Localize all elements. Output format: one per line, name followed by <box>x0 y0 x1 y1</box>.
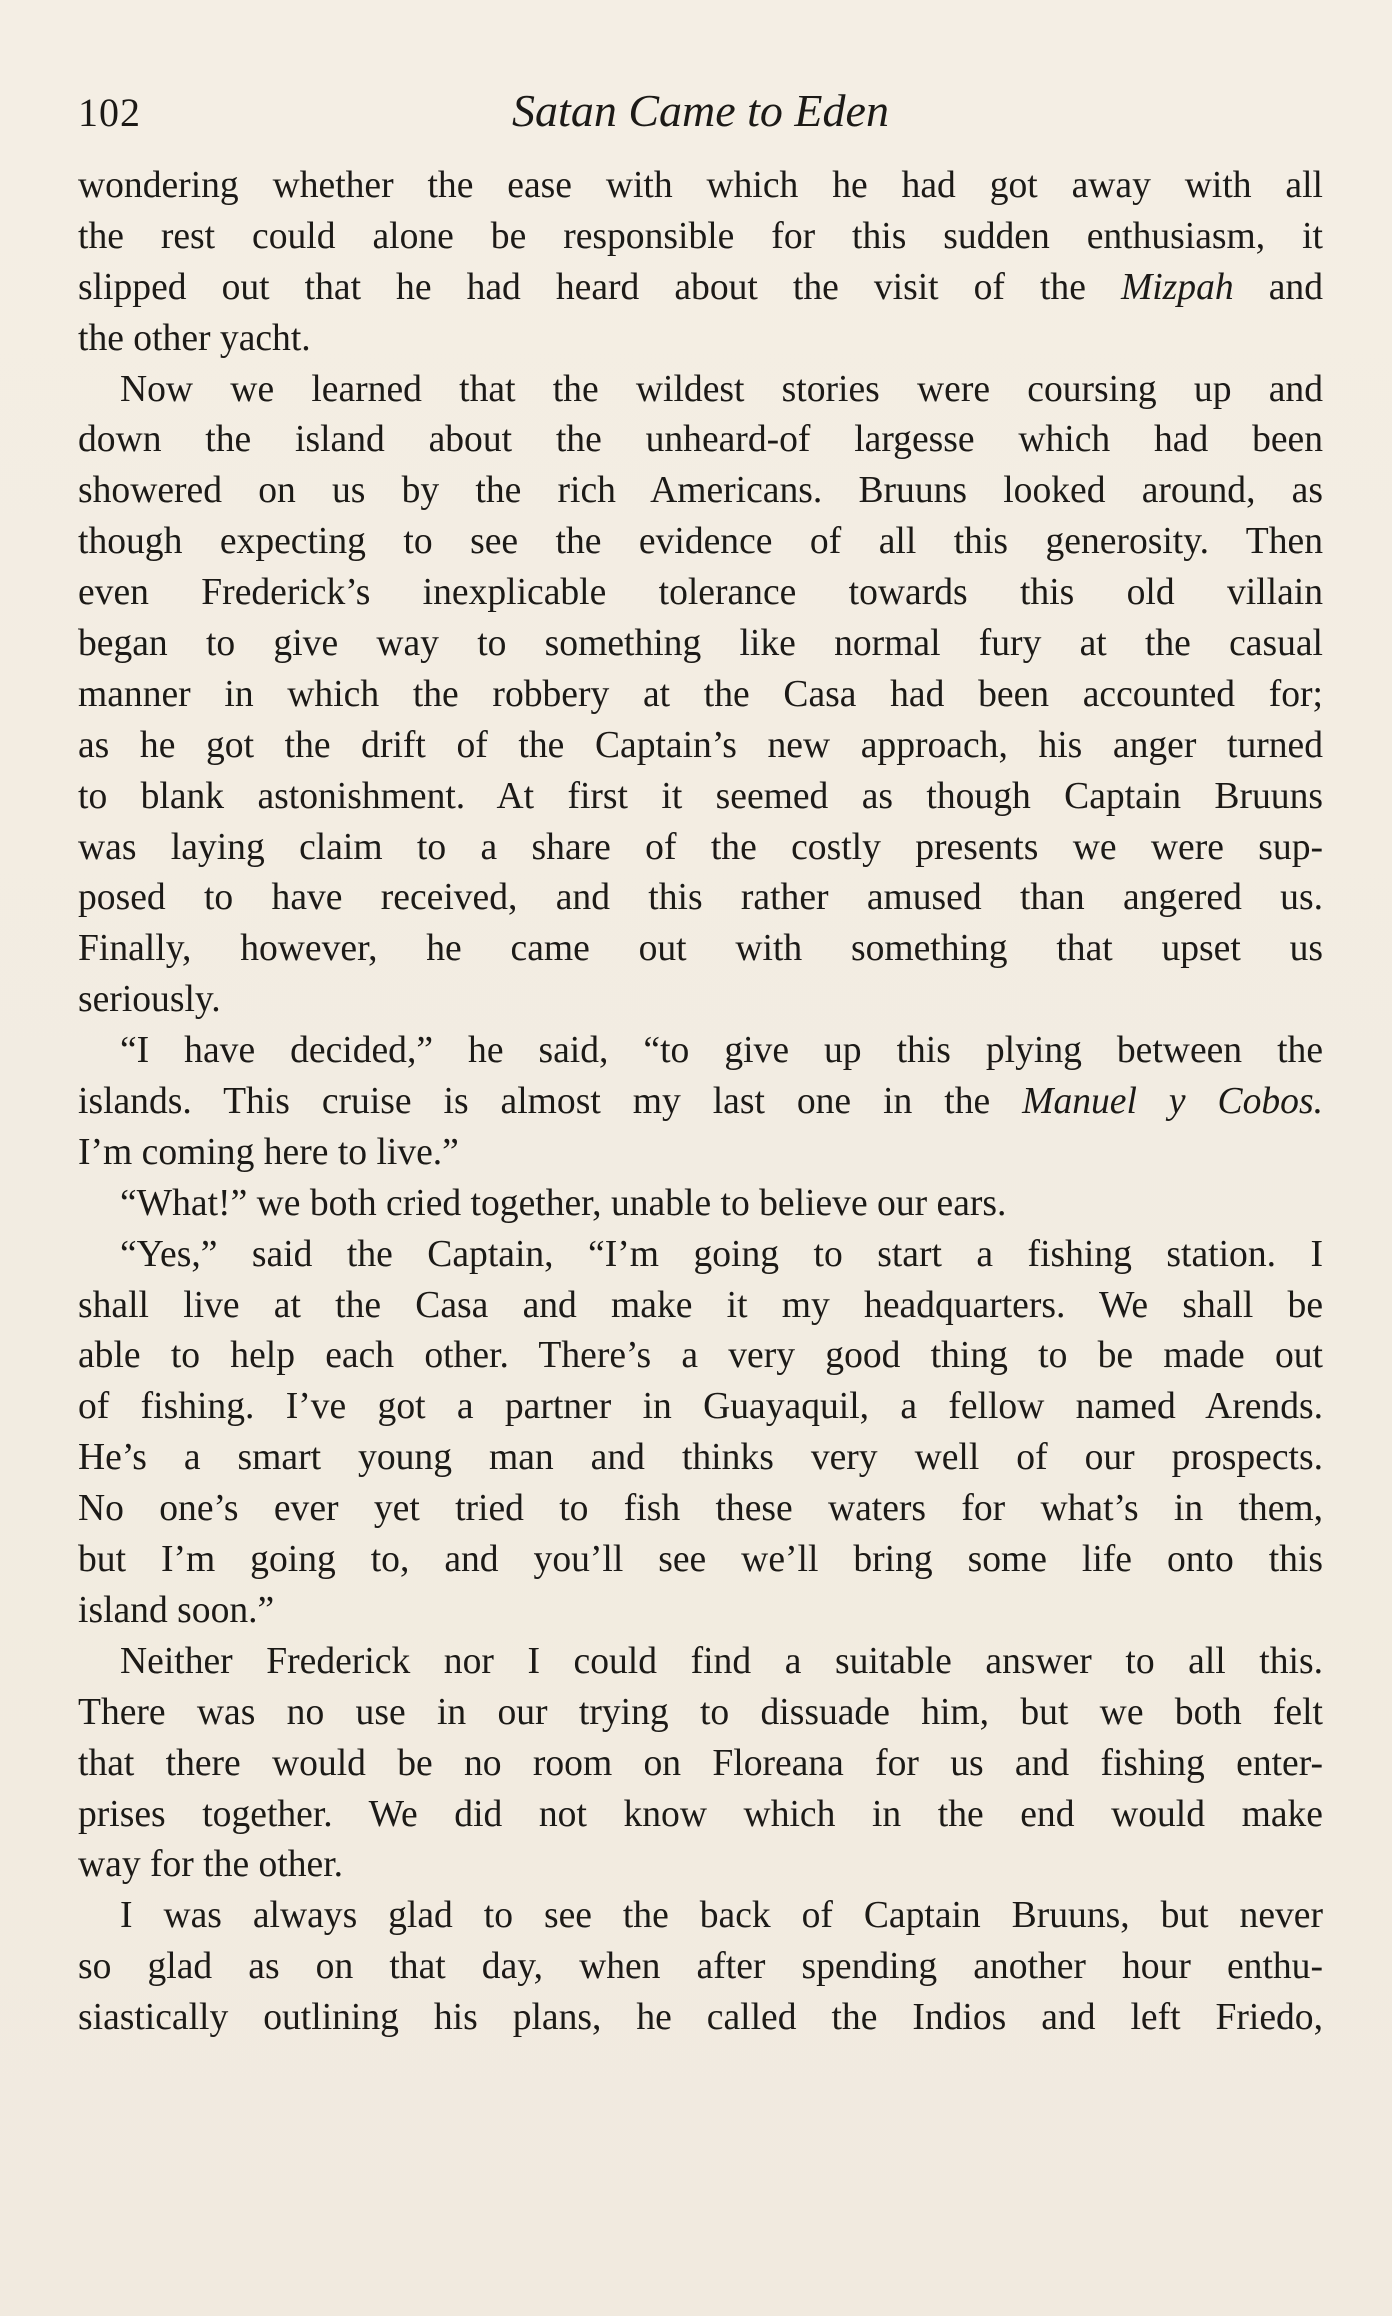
text-segment: as he got the drift of the Captain’s new approach, his anger turned <box>78 724 1323 766</box>
text-segment: islands. This cruise is almost my last one in the <box>78 1081 1023 1123</box>
text-line <box>78 161 1323 212</box>
text-segment: that there would be no room on Floreana for us and fishing enter- <box>78 1742 1323 1784</box>
text-line <box>78 619 1323 670</box>
text-segment: posed to have received, and this rather amused than angered us. <box>78 877 1323 919</box>
text-segment: I was always glad to see the back of Captain Bruuns, but never <box>120 1895 1323 1937</box>
text-segment: shall live at the Casa and make it my headquarters. We shall be <box>78 1284 1323 1326</box>
text-segment: manner in which the robbery at the Casa had been accounted for; <box>78 673 1323 715</box>
text-line <box>78 1739 1323 1790</box>
text-segment: slipped out that he had heard about the visit of the <box>78 266 1121 308</box>
text-line <box>78 314 1323 365</box>
text-line <box>78 1790 1323 1841</box>
text-line <box>78 568 1323 619</box>
text-segment: even Frederick’s inexplicable tolerance towards this old villain <box>78 572 1323 614</box>
text-segment: Finally, however, he came out with something that upset us <box>78 928 1323 970</box>
text-segment: I’m coming here to live.” <box>78 1131 459 1173</box>
text-segment: “Yes,” said the Captain, “I’m going to start a fishing station. I <box>120 1233 1323 1275</box>
text-line <box>78 924 1323 975</box>
body-text <box>78 161 1323 2044</box>
text-line <box>78 1077 1323 1128</box>
text-line <box>78 1230 1323 1281</box>
page-number: 102 <box>78 90 141 135</box>
text-line <box>78 1891 1323 1942</box>
text-line <box>78 1688 1323 1739</box>
text-line <box>78 873 1323 924</box>
text-segment: There was no use in our trying to dissuade him, but we both felt <box>78 1691 1323 1733</box>
text-segment: was laying claim to a share of the costly presents we were sup- <box>78 826 1323 868</box>
text-line <box>78 1433 1323 1484</box>
text-line <box>78 1281 1323 1332</box>
text-line <box>78 365 1323 416</box>
text-segment: the other yacht. <box>78 317 311 359</box>
text-segment: siastically outlining his plans, he called the Indios and left Friedo, <box>78 1997 1323 2039</box>
text-segment: He’s a smart young man and thinks very well of our prospects. <box>78 1437 1323 1479</box>
text-segment: prises together. We did not know which in the end would make <box>78 1793 1323 1835</box>
text-line <box>78 1840 1323 1891</box>
text-line <box>78 1026 1323 1077</box>
text-line <box>78 263 1323 314</box>
text-segment: wondering whether the ease with which he had got away with all <box>78 165 1323 206</box>
text-segment: though expecting to see the evidence of all this generosity. Then <box>78 521 1323 563</box>
text-line <box>78 466 1323 517</box>
running-head <box>78 82 1323 142</box>
text-segment: Now we learned that the wildest stories were coursing up and <box>120 368 1323 410</box>
running-title: Satan Came to Eden <box>512 85 889 136</box>
text-line <box>78 212 1323 263</box>
text-line <box>78 1942 1323 1993</box>
text-line <box>78 1484 1323 1535</box>
text-segment: “What!” we both cried together, unable to believe our ears. <box>120 1182 1007 1224</box>
text-segment: began to give way to something like normal fury at the casual <box>78 623 1323 665</box>
italic-text: Mizpah <box>1120 266 1234 308</box>
text-segment: showered on us by the rich Americans. Bruuns looked around, as <box>78 470 1323 512</box>
text-segment: island soon.” <box>78 1589 275 1631</box>
text-line <box>78 517 1323 568</box>
text-segment: and <box>1233 266 1323 308</box>
text-line <box>78 1586 1323 1637</box>
text-line <box>78 1535 1323 1586</box>
text-segment: Neither Frederick nor I could find a suitable answer to all this. <box>120 1640 1323 1682</box>
italic-text: Manuel y Cobos. <box>1022 1081 1323 1123</box>
text-segment: so glad as on that day, when after spending another hour enthu- <box>78 1946 1323 1988</box>
text-line <box>78 1993 1323 2044</box>
text-line <box>78 1128 1323 1179</box>
text-segment: No one’s ever yet tried to fish these waters for what’s in them, <box>78 1488 1323 1530</box>
text-segment: down the island about the unheard-of largesse which had been <box>78 419 1323 461</box>
text-segment: way for the other. <box>78 1844 344 1886</box>
text-line <box>78 975 1323 1026</box>
text-line <box>78 670 1323 721</box>
text-line <box>78 1382 1323 1433</box>
text-line <box>78 1179 1323 1230</box>
text-segment: the rest could alone be responsible for this sudden enthusiasm, it <box>78 215 1323 257</box>
text-line <box>78 823 1323 874</box>
text-segment: seriously. <box>78 979 221 1021</box>
text-line <box>78 721 1323 772</box>
text-line <box>78 1637 1323 1688</box>
text-line <box>78 1331 1323 1382</box>
text-segment: to blank astonishment. At first it seemed as though Captain Bruuns <box>78 775 1323 817</box>
text-segment: able to help each other. There’s a very good thing to be made out <box>78 1335 1323 1377</box>
text-segment: of fishing. I’ve got a partner in Guayaquil, a fellow named Arends. <box>78 1386 1323 1428</box>
text-segment: “I have decided,” he said, “to give up this plying between the <box>120 1030 1323 1072</box>
text-line <box>78 772 1323 823</box>
text-segment: but I’m going to, and you’ll see we’ll bring some life onto this <box>78 1539 1323 1581</box>
text-line <box>78 415 1323 466</box>
